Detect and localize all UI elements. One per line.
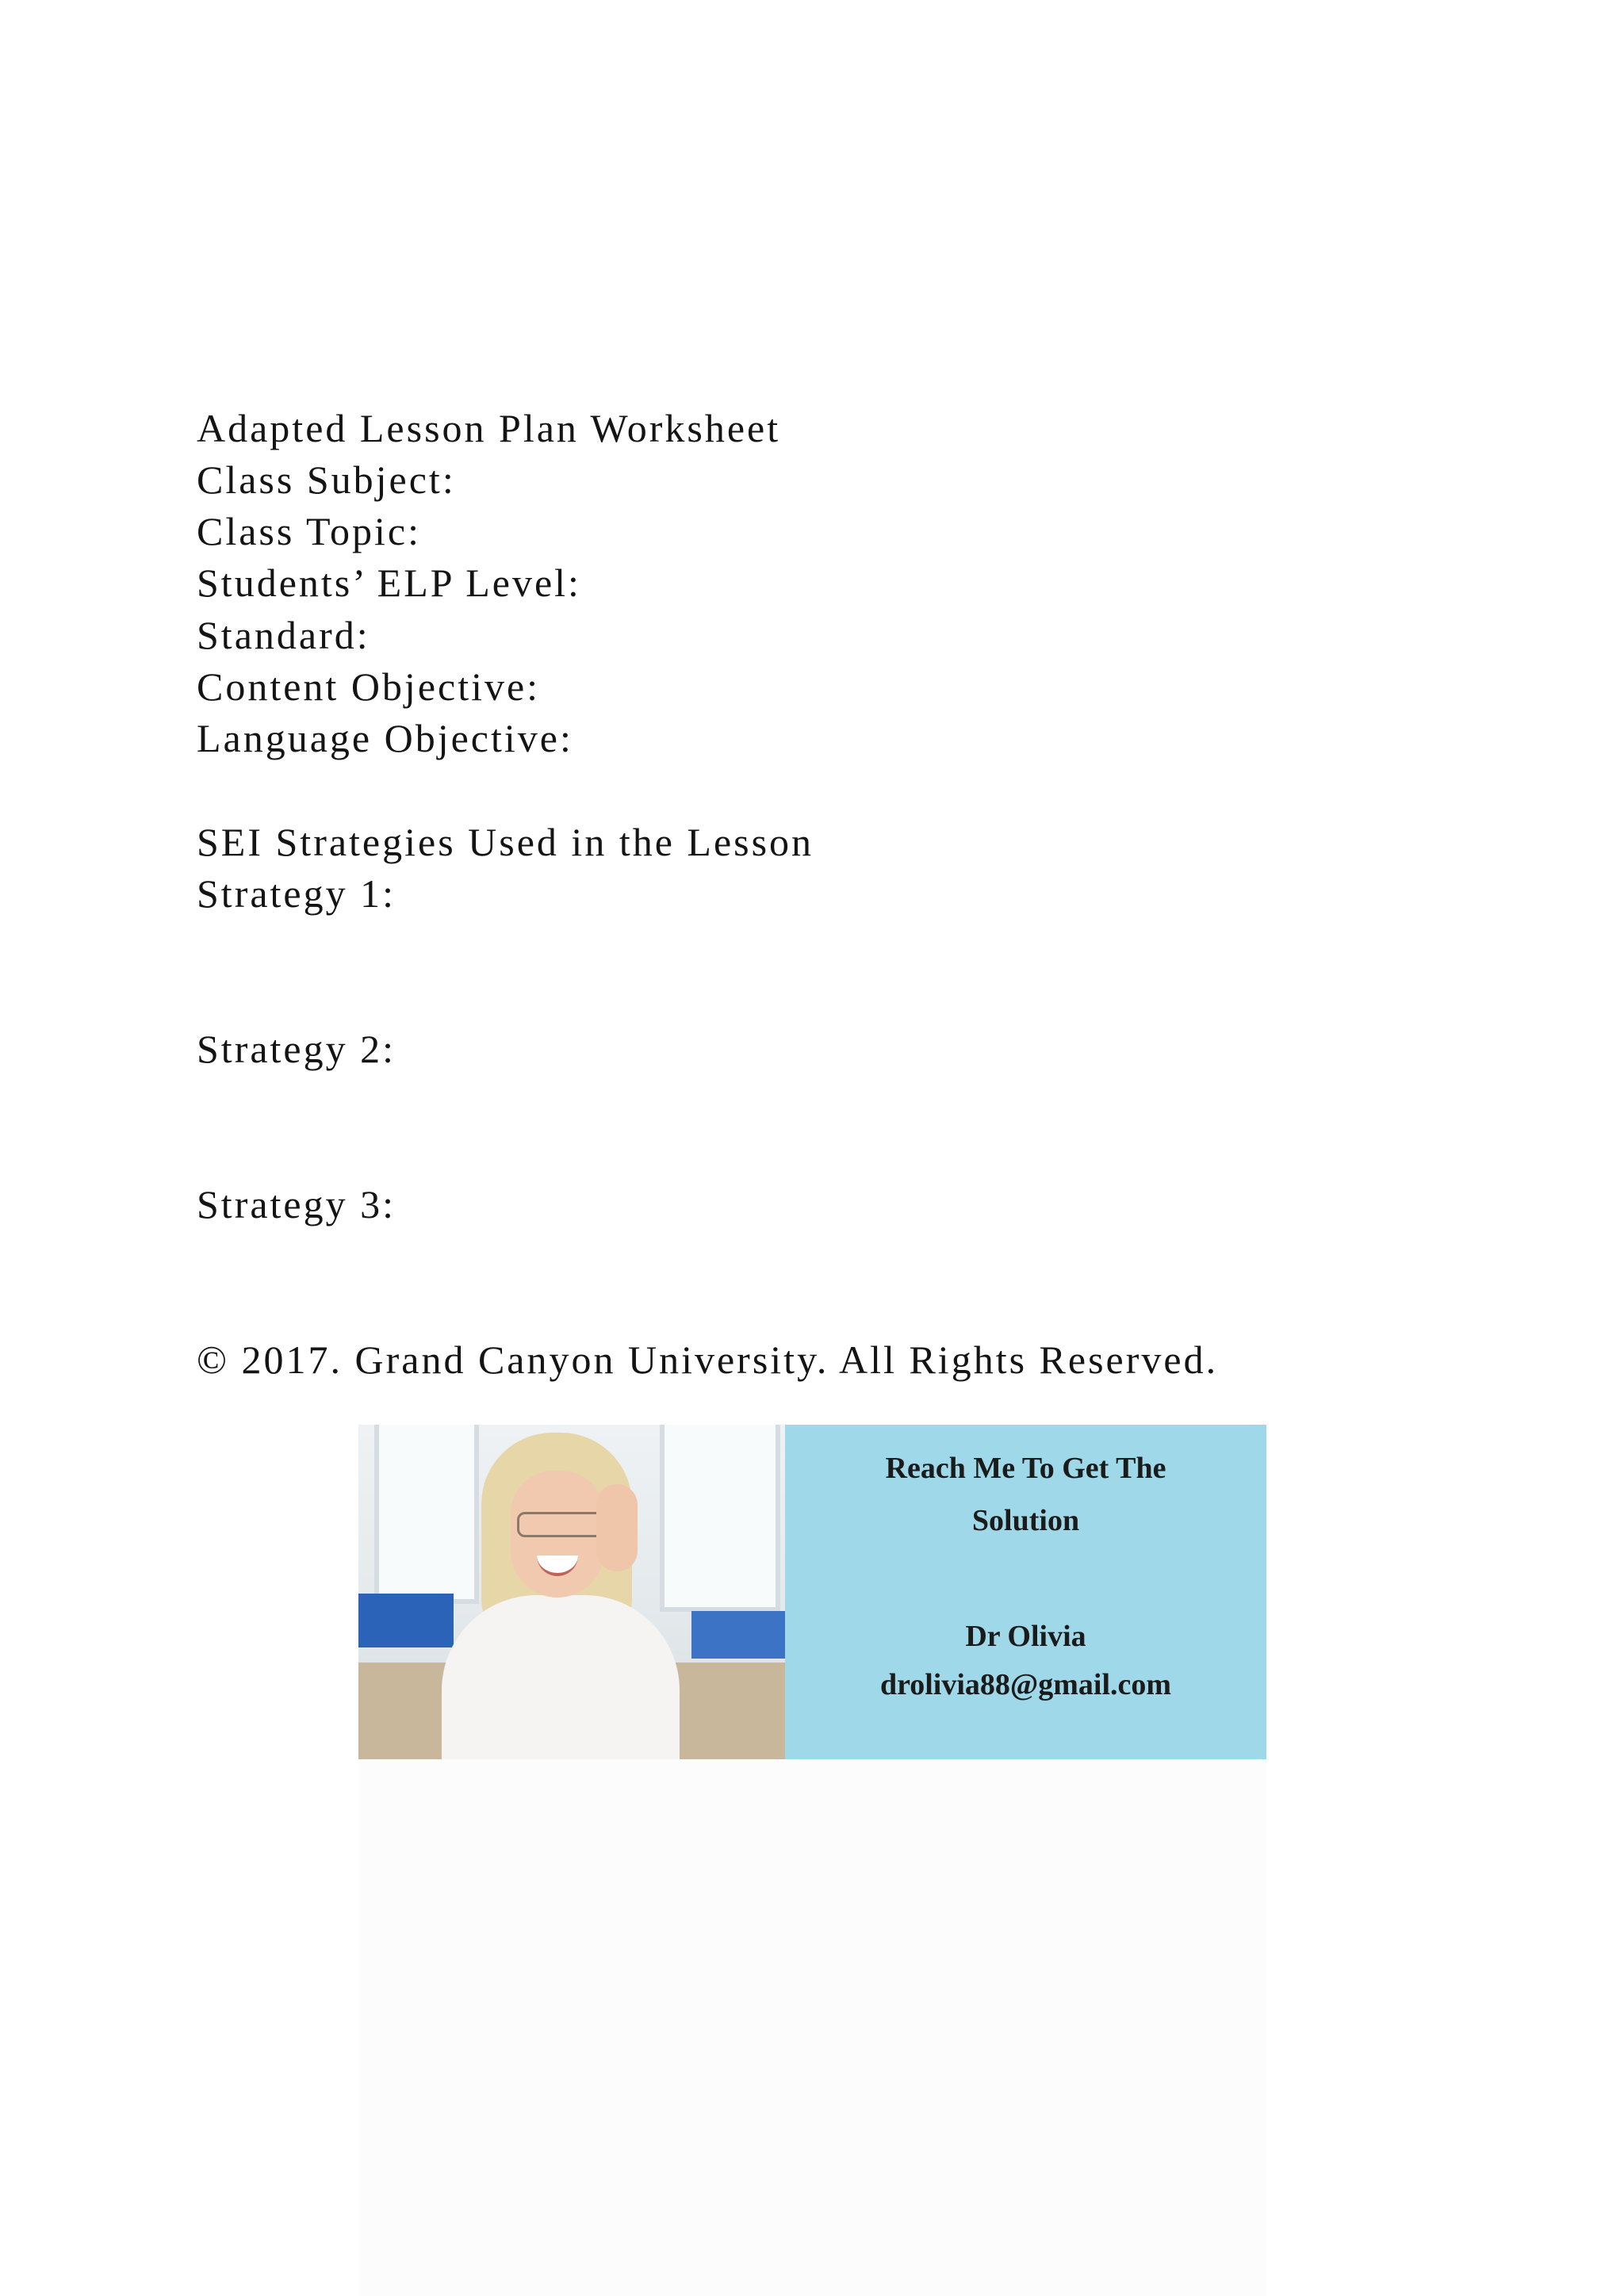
- contact-name: Dr Olivia: [965, 1620, 1086, 1653]
- contact-email[interactable]: drolivia88@gmail.com: [879, 1668, 1172, 1701]
- copyright-notice: © 2017. Grand Canyon University. All Rights Reserved.: [197, 1337, 1219, 1382]
- strategy-3-label: Strategy 3:: [197, 1182, 396, 1226]
- elp-level-label: Students’ ELP Level:: [197, 561, 581, 605]
- strategy-2-label: Strategy 2:: [197, 1027, 396, 1071]
- contact-banner: [358, 1425, 1266, 1759]
- blank-image-area: [358, 1759, 1266, 2296]
- contact-card: [785, 1425, 1266, 1759]
- standard-label: Standard:: [197, 613, 370, 657]
- teacher-photo: [358, 1425, 785, 1759]
- contact-headline-line2: Solution: [971, 1504, 1080, 1537]
- strategy-1-label: Strategy 1:: [197, 871, 396, 916]
- content-objective-label: Content Objective:: [197, 664, 541, 709]
- class-subject-label: Class Subject:: [197, 457, 456, 502]
- worksheet-title: Adapted Lesson Plan Worksheet: [197, 406, 781, 450]
- contact-headline-line1: Reach Me To Get The: [885, 1452, 1166, 1485]
- language-objective-label: Language Objective:: [197, 716, 573, 760]
- class-topic-label: Class Topic:: [197, 509, 421, 553]
- strategies-heading: SEI Strategies Used in the Lesson: [197, 820, 814, 864]
